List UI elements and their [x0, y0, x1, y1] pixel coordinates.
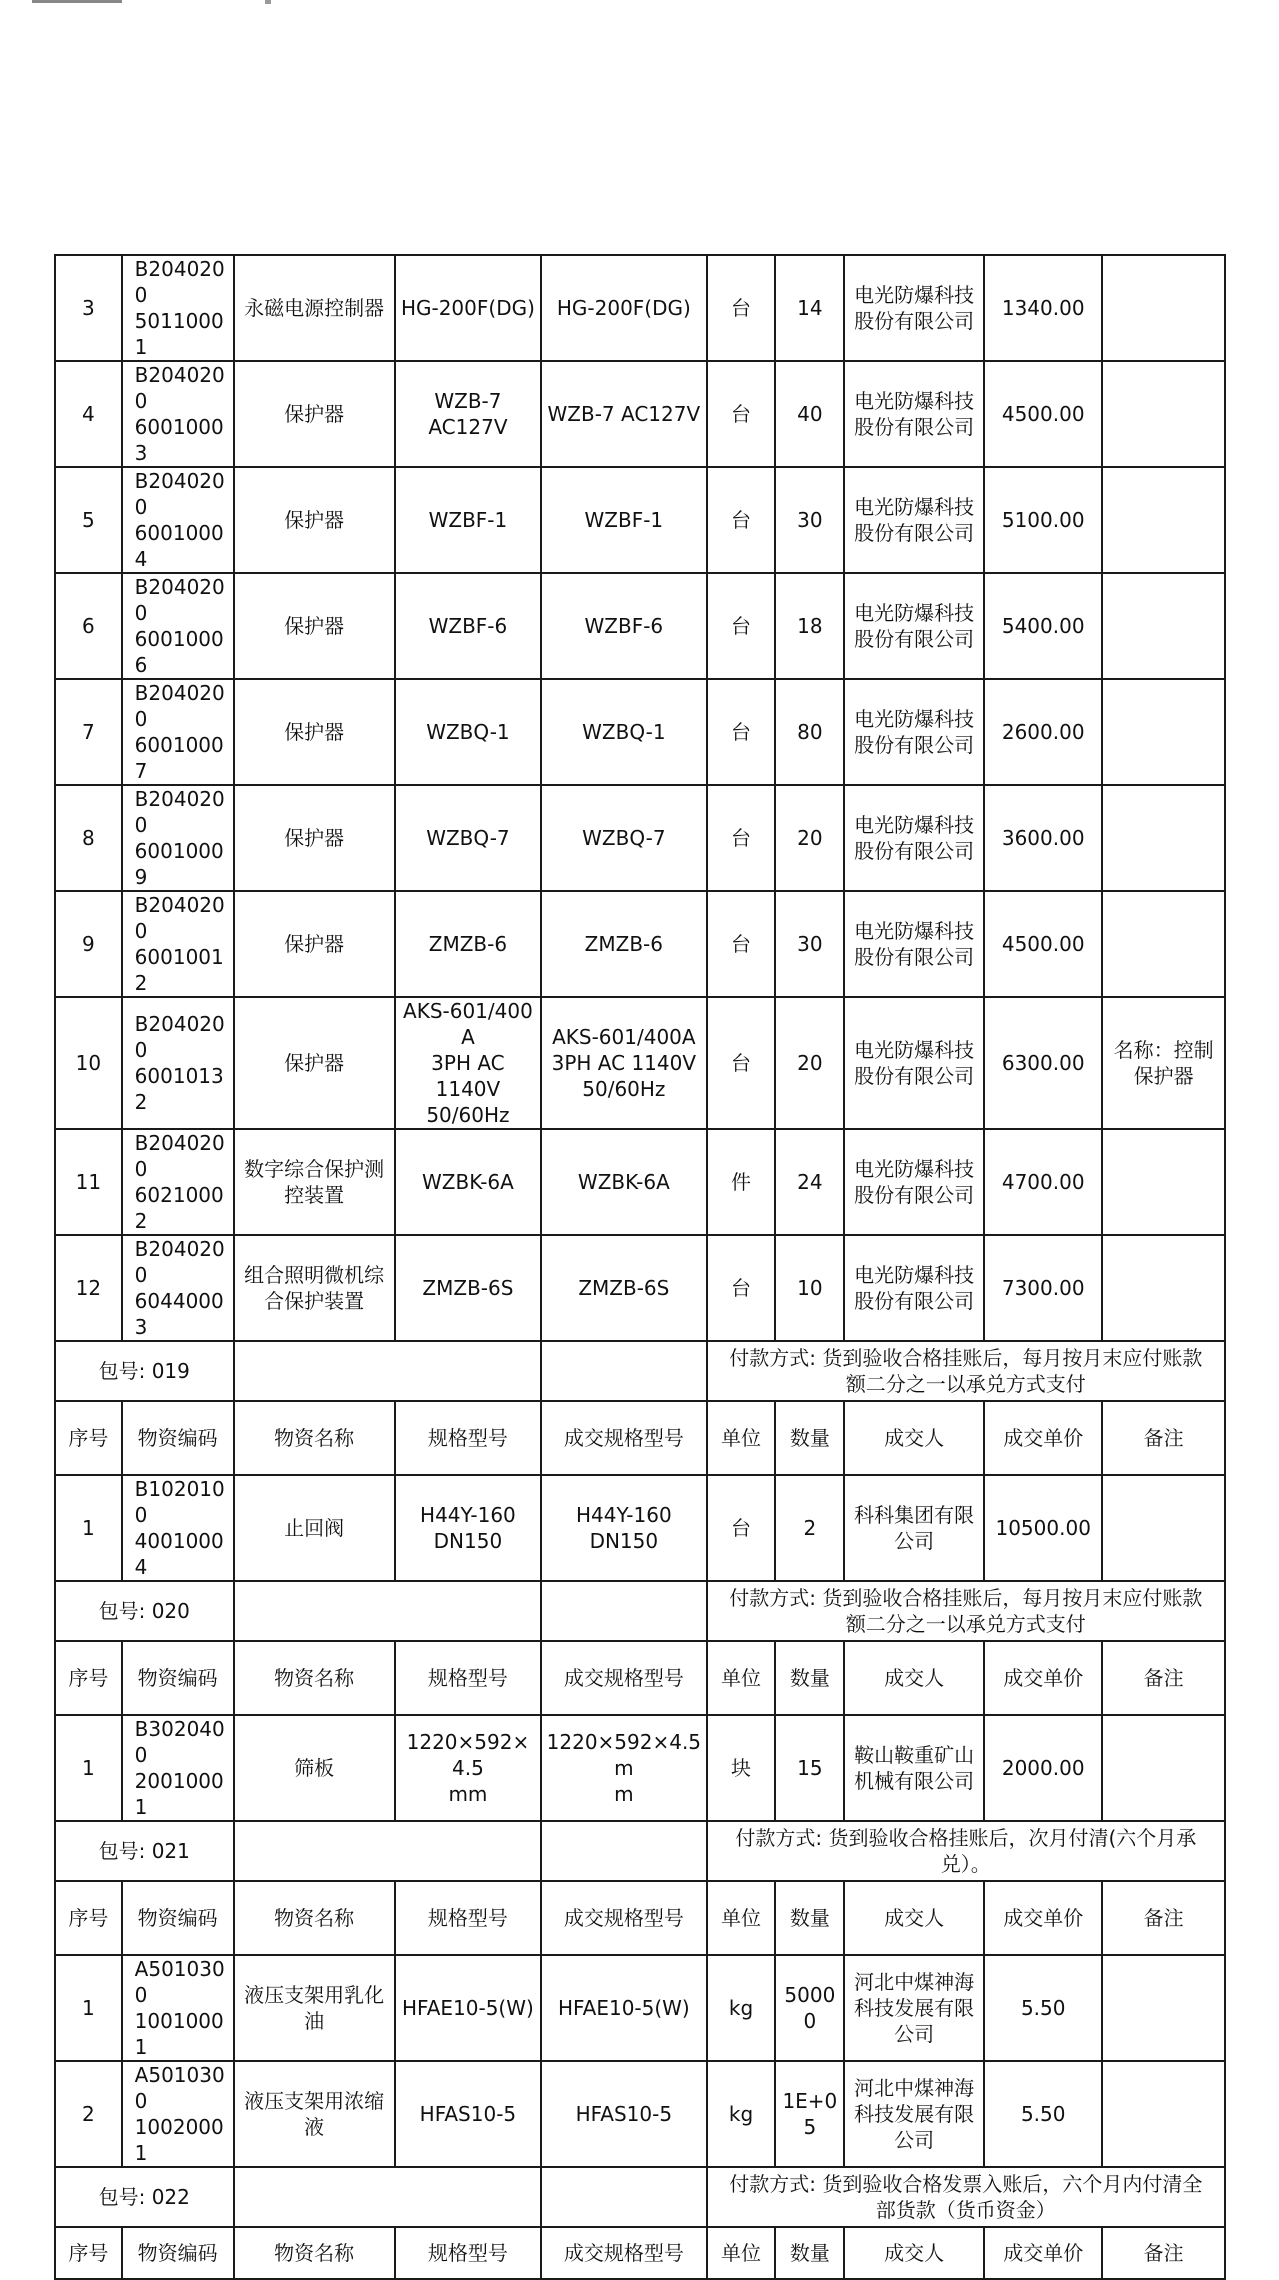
qty-cell: 2: [775, 1475, 844, 1581]
column-header: 序号: [55, 1401, 122, 1475]
seq-cell: 11: [55, 1129, 122, 1235]
column-header: 序号: [55, 2227, 122, 2279]
qty-cell: 50000: [775, 1955, 844, 2061]
table-row: [55, 1235, 1225, 1341]
column-header: 成交人: [844, 1401, 984, 1475]
vendor-cell: 电光防爆科技 股份有限公司: [844, 1129, 984, 1235]
note-cell: [1102, 1129, 1225, 1235]
deal-spec-cell: WZBQ-7: [541, 785, 707, 891]
column-header: 数量: [775, 2227, 844, 2279]
code-cell: B2040200 60010004: [122, 467, 234, 573]
column-header: 物资名称: [234, 1401, 395, 1475]
table-row: [55, 1475, 1225, 1581]
spec-cell: WZBF-1: [395, 467, 541, 573]
name-cell: 保护器: [234, 361, 395, 467]
seq-cell: 4: [55, 361, 122, 467]
spec-cell: ZMZB-6S: [395, 1235, 541, 1341]
column-header: 单位: [707, 1641, 776, 1715]
unit-cell: 台: [707, 679, 776, 785]
deal-spec-cell: ZMZB-6S: [541, 1235, 707, 1341]
vendor-cell: 科科集团有限 公司: [844, 1475, 984, 1581]
column-header: 成交人: [844, 2227, 984, 2279]
note-cell: [1102, 1715, 1225, 1821]
code-cell: B2040200 60010132: [122, 997, 234, 1129]
price-cell: 5.50: [984, 1955, 1102, 2061]
package-blank-cell: [234, 1821, 542, 1881]
table-row: [55, 467, 1225, 573]
code-cell: B3020400 20010001: [122, 1715, 234, 1821]
column-header: 成交规格型号: [541, 1881, 707, 1955]
qty-cell: 10: [775, 1235, 844, 1341]
table-row: [55, 997, 1225, 1129]
column-header: 成交规格型号: [541, 2227, 707, 2279]
package-number: 包号: 019: [55, 1341, 234, 1401]
package-info-row: [55, 2167, 1225, 2227]
seq-cell: 2: [55, 2061, 122, 2167]
unit-cell: 台: [707, 997, 776, 1129]
spec-cell: HG-200F(DG): [395, 255, 541, 361]
column-header: 成交人: [844, 1641, 984, 1715]
package-info-row: [55, 1821, 1225, 1881]
note-cell: [1102, 361, 1225, 467]
name-cell: 保护器: [234, 573, 395, 679]
payment-terms: 付款方式: 货到验收合格发票入账后，六个月内付清全 部货款（货币资金）: [707, 2167, 1225, 2227]
table-row: [55, 785, 1225, 891]
deal-spec-cell: H44Y-160 DN150: [541, 1475, 707, 1581]
column-header: 成交单价: [984, 2227, 1102, 2279]
note-cell: [1102, 255, 1225, 361]
name-cell: 组合照明微机综 合保护装置: [234, 1235, 395, 1341]
column-header: 序号: [55, 1881, 122, 1955]
note-cell: [1102, 1475, 1225, 1581]
column-header: 物资编码: [122, 1641, 234, 1715]
column-header: 备注: [1102, 1401, 1225, 1475]
price-cell: 4500.00: [984, 361, 1102, 467]
price-cell: 5.50: [984, 2061, 1102, 2167]
table-row: [55, 2061, 1225, 2167]
deal-spec-cell: HFAS10-5: [541, 2061, 707, 2167]
spec-cell: WZB-7 AC127V: [395, 361, 541, 467]
package-blank-cell: [541, 2167, 707, 2227]
column-header: 规格型号: [395, 1641, 541, 1715]
vendor-cell: 河北中煤神海 科技发展有限 公司: [844, 1955, 984, 2061]
spec-cell: 1220×592×4.5 mm: [395, 1715, 541, 1821]
name-cell: 保护器: [234, 997, 395, 1129]
seq-cell: 6: [55, 573, 122, 679]
vendor-cell: 电光防爆科技 股份有限公司: [844, 997, 984, 1129]
vendor-cell: 电光防爆科技 股份有限公司: [844, 1235, 984, 1341]
package-info-row: [55, 1581, 1225, 1641]
code-cell: B2040200 60010003: [122, 361, 234, 467]
column-header: 成交规格型号: [541, 1641, 707, 1715]
spec-cell: HFAS10-5: [395, 2061, 541, 2167]
name-cell: 液压支架用浓缩 液: [234, 2061, 395, 2167]
table-row: [55, 361, 1225, 467]
spec-cell: WZBF-6: [395, 573, 541, 679]
name-cell: 止回阀: [234, 1475, 395, 1581]
deal-spec-cell: WZBF-1: [541, 467, 707, 573]
spec-cell: H44Y-160 DN150: [395, 1475, 541, 1581]
code-cell: B2040200 50110001: [122, 255, 234, 361]
column-header: 数量: [775, 1881, 844, 1955]
note-cell: [1102, 467, 1225, 573]
deal-spec-cell: HFAE10-5(W): [541, 1955, 707, 2061]
deal-spec-cell: WZB-7 AC127V: [541, 361, 707, 467]
note-cell: [1102, 785, 1225, 891]
deal-spec-cell: AKS-601/400A 3PH AC 1140V 50/60Hz: [541, 997, 707, 1129]
seq-cell: 1: [55, 1715, 122, 1821]
column-header: 规格型号: [395, 2227, 541, 2279]
price-cell: 5100.00: [984, 467, 1102, 573]
package-number: 包号: 020: [55, 1581, 234, 1641]
table-row: [55, 1129, 1225, 1235]
deal-spec-cell: WZBK-6A: [541, 1129, 707, 1235]
deal-spec-cell: WZBF-6: [541, 573, 707, 679]
name-cell: 保护器: [234, 891, 395, 997]
price-cell: 7300.00: [984, 1235, 1102, 1341]
vendor-cell: 电光防爆科技 股份有限公司: [844, 361, 984, 467]
vendor-cell: 河北中煤神海 科技发展有限 公司: [844, 2061, 984, 2167]
package-number: 包号: 021: [55, 1821, 234, 1881]
name-cell: 保护器: [234, 679, 395, 785]
price-cell: 2000.00: [984, 1715, 1102, 1821]
price-cell: 5400.00: [984, 573, 1102, 679]
column-header: 成交单价: [984, 1881, 1102, 1955]
column-header: 成交单价: [984, 1641, 1102, 1715]
package-blank-cell: [234, 2167, 542, 2227]
column-header: 数量: [775, 1641, 844, 1715]
table-row: [55, 255, 1225, 361]
vendor-cell: 电光防爆科技 股份有限公司: [844, 467, 984, 573]
column-header: 成交单价: [984, 1401, 1102, 1475]
spec-cell: WZBQ-7: [395, 785, 541, 891]
unit-cell: 台: [707, 891, 776, 997]
note-cell: [1102, 573, 1225, 679]
package-blank-cell: [234, 1341, 542, 1401]
vendor-cell: 电光防爆科技 股份有限公司: [844, 785, 984, 891]
seq-cell: 1: [55, 1955, 122, 2061]
seq-cell: 7: [55, 679, 122, 785]
column-header: 备注: [1102, 1881, 1225, 1955]
vendor-cell: 电光防爆科技 股份有限公司: [844, 891, 984, 997]
unit-cell: 台: [707, 1235, 776, 1341]
price-cell: 10500.00: [984, 1475, 1102, 1581]
code-cell: B2040200 60010007: [122, 679, 234, 785]
price-cell: 4500.00: [984, 891, 1102, 997]
note-cell: [1102, 1955, 1225, 2061]
unit-cell: 台: [707, 255, 776, 361]
column-header: 规格型号: [395, 1401, 541, 1475]
unit-cell: 台: [707, 1475, 776, 1581]
deal-spec-cell: WZBQ-1: [541, 679, 707, 785]
table-row: [55, 1955, 1225, 2061]
scan-top-mark: [265, 0, 271, 4]
column-header: 物资名称: [234, 1881, 395, 1955]
note-cell: [1102, 891, 1225, 997]
package-blank-cell: [541, 1821, 707, 1881]
vendor-cell: 电光防爆科技 股份有限公司: [844, 255, 984, 361]
column-header: 备注: [1102, 2227, 1225, 2279]
price-cell: 1340.00: [984, 255, 1102, 361]
scan-top-mark: [32, 0, 122, 3]
qty-cell: 1E+05: [775, 2061, 844, 2167]
column-header: 规格型号: [395, 1881, 541, 1955]
qty-cell: 18: [775, 573, 844, 679]
column-header: 数量: [775, 1401, 844, 1475]
column-header: 单位: [707, 1881, 776, 1955]
seq-cell: 1: [55, 1475, 122, 1581]
spec-cell: WZBQ-1: [395, 679, 541, 785]
seq-cell: 5: [55, 467, 122, 573]
name-cell: 筛板: [234, 1715, 395, 1821]
unit-cell: 件: [707, 1129, 776, 1235]
name-cell: 数字综合保护测 控装置: [234, 1129, 395, 1235]
table-row: [55, 679, 1225, 785]
price-cell: 6300.00: [984, 997, 1102, 1129]
unit-cell: 台: [707, 467, 776, 573]
vendor-cell: 电光防爆科技 股份有限公司: [844, 573, 984, 679]
column-header: 单位: [707, 2227, 776, 2279]
column-header-row: [55, 1641, 1225, 1715]
column-header: 物资编码: [122, 1401, 234, 1475]
seq-cell: 3: [55, 255, 122, 361]
code-cell: B1020100 40010004: [122, 1475, 234, 1581]
qty-cell: 40: [775, 361, 844, 467]
price-cell: 4700.00: [984, 1129, 1102, 1235]
table-row: [55, 573, 1225, 679]
name-cell: 保护器: [234, 785, 395, 891]
column-header: 备注: [1102, 1641, 1225, 1715]
package-blank-cell: [234, 1581, 542, 1641]
note-cell: 名称：控制 保护器: [1102, 997, 1225, 1129]
qty-cell: 80: [775, 679, 844, 785]
procurement-result-sheet: [54, 254, 1226, 2265]
deal-spec-cell: HG-200F(DG): [541, 255, 707, 361]
column-header: 物资名称: [234, 1641, 395, 1715]
column-header: 物资名称: [234, 2227, 395, 2279]
note-cell: [1102, 679, 1225, 785]
qty-cell: 24: [775, 1129, 844, 1235]
unit-cell: kg: [707, 2061, 776, 2167]
name-cell: 保护器: [234, 467, 395, 573]
column-header-row: [55, 1881, 1225, 1955]
result-table: [54, 254, 1226, 2280]
column-header: 序号: [55, 1641, 122, 1715]
package-blank-cell: [541, 1341, 707, 1401]
unit-cell: kg: [707, 1955, 776, 2061]
package-info-row: [55, 1341, 1225, 1401]
seq-cell: 8: [55, 785, 122, 891]
seq-cell: 10: [55, 997, 122, 1129]
code-cell: A5010300 10020001: [122, 2061, 234, 2167]
column-header-row: [55, 1401, 1225, 1475]
deal-spec-cell: 1220×592×4.5m m: [541, 1715, 707, 1821]
qty-cell: 14: [775, 255, 844, 361]
payment-terms: 付款方式: 货到验收合格挂账后，每月按月末应付账款 额二分之一以承兑方式支付: [707, 1581, 1225, 1641]
column-header: 物资编码: [122, 1881, 234, 1955]
table-row: [55, 1715, 1225, 1821]
code-cell: B2040200 60010006: [122, 573, 234, 679]
column-header-row: [55, 2227, 1225, 2279]
payment-terms: 付款方式: 货到验收合格挂账后，次月付清(六个月承 兑）。: [707, 1821, 1225, 1881]
code-cell: B2040200 60440003: [122, 1235, 234, 1341]
qty-cell: 15: [775, 1715, 844, 1821]
column-header: 物资编码: [122, 2227, 234, 2279]
code-cell: B2040200 60010009: [122, 785, 234, 891]
unit-cell: 块: [707, 1715, 776, 1821]
deal-spec-cell: ZMZB-6: [541, 891, 707, 997]
spec-cell: WZBK-6A: [395, 1129, 541, 1235]
spec-cell: ZMZB-6: [395, 891, 541, 997]
package-number: 包号: 022: [55, 2167, 234, 2227]
column-header: 成交规格型号: [541, 1401, 707, 1475]
code-cell: B2040200 60010012: [122, 891, 234, 997]
table-row: [55, 891, 1225, 997]
payment-terms: 付款方式: 货到验收合格挂账后，每月按月末应付账款 额二分之一以承兑方式支付: [707, 1341, 1225, 1401]
qty-cell: 30: [775, 891, 844, 997]
note-cell: [1102, 2061, 1225, 2167]
spec-cell: AKS-601/400A 3PH AC 1140V 50/60Hz: [395, 997, 541, 1129]
package-blank-cell: [541, 1581, 707, 1641]
vendor-cell: 鞍山鞍重矿山 机械有限公司: [844, 1715, 984, 1821]
unit-cell: 台: [707, 573, 776, 679]
name-cell: 液压支架用乳化 油: [234, 1955, 395, 2061]
unit-cell: 台: [707, 785, 776, 891]
unit-cell: 台: [707, 361, 776, 467]
qty-cell: 30: [775, 467, 844, 573]
price-cell: 2600.00: [984, 679, 1102, 785]
qty-cell: 20: [775, 785, 844, 891]
spec-cell: HFAE10-5(W): [395, 1955, 541, 2061]
column-header: 成交人: [844, 1881, 984, 1955]
qty-cell: 20: [775, 997, 844, 1129]
column-header: 单位: [707, 1401, 776, 1475]
seq-cell: 9: [55, 891, 122, 997]
vendor-cell: 电光防爆科技 股份有限公司: [844, 679, 984, 785]
note-cell: [1102, 1235, 1225, 1341]
price-cell: 3600.00: [984, 785, 1102, 891]
seq-cell: 12: [55, 1235, 122, 1341]
name-cell: 永磁电源控制器: [234, 255, 395, 361]
code-cell: B2040200 60210002: [122, 1129, 234, 1235]
code-cell: A5010300 10010001: [122, 1955, 234, 2061]
